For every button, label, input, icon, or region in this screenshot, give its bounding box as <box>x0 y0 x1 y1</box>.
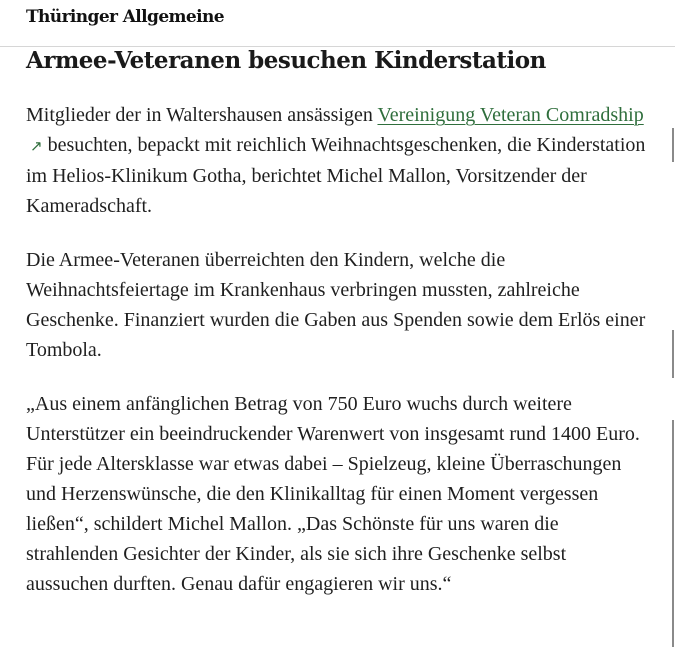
right-edge-divider <box>672 420 674 647</box>
masthead <box>0 0 675 47</box>
site-logo[interactable]: Thüringer Allgemeine <box>26 7 224 27</box>
paragraph-1-text-after: besuchten, bepackt mit reichlich Weihnachtsgeschenken, die Kinderstation im Helios-Klinikum Gotha, berichtet Michel Mallon, Vorsitzender der Kameradschaft. <box>26 134 646 217</box>
right-edge-divider <box>672 330 674 378</box>
article <box>26 44 651 599</box>
article-paragraph-3: „Aus einem anfänglichen Betrag von 750 Euro wuchs durch weitere Unterstützer ein beeindruckender Warenwert von insgesamt rund 1400 Euro. Für jede Altersklasse war etwas dabei – Spielzeug, kleine Überraschungen und Herzenswünsche, die den Klinikalltag für einen Moment vergessen ließen“, schildert Michel Mallon. „Das Schönste für uns waren die strahlenden Gesichter der Kinder, als sie sich ihre Geschenke selbst aussuchen durften. Genau dafür engagieren wir uns.“ <box>26 393 640 595</box>
paragraph-1-text-before: Mitglieder der in Waltershausen ansässigen <box>26 104 378 126</box>
right-edge-divider <box>672 128 674 162</box>
article-headline: Armee-Veteranen besuchen Kinderstation <box>26 47 546 74</box>
veteran-comradship-link[interactable]: Vereinigung Veteran Comradship <box>377 104 644 126</box>
article-paragraph-1 <box>26 100 651 221</box>
article-paragraph-2: Die Armee-Veteranen überreichten den Kindern, welche die Weihnachtsfeiertage im Krankenhaus verbringen mussten, zahlreiche Geschenke. Finanziert wurden die Gaben aus Spenden sowie dem Erlös einer Tombola. <box>26 249 646 361</box>
external-link-icon[interactable]: ↗ <box>30 137 43 155</box>
